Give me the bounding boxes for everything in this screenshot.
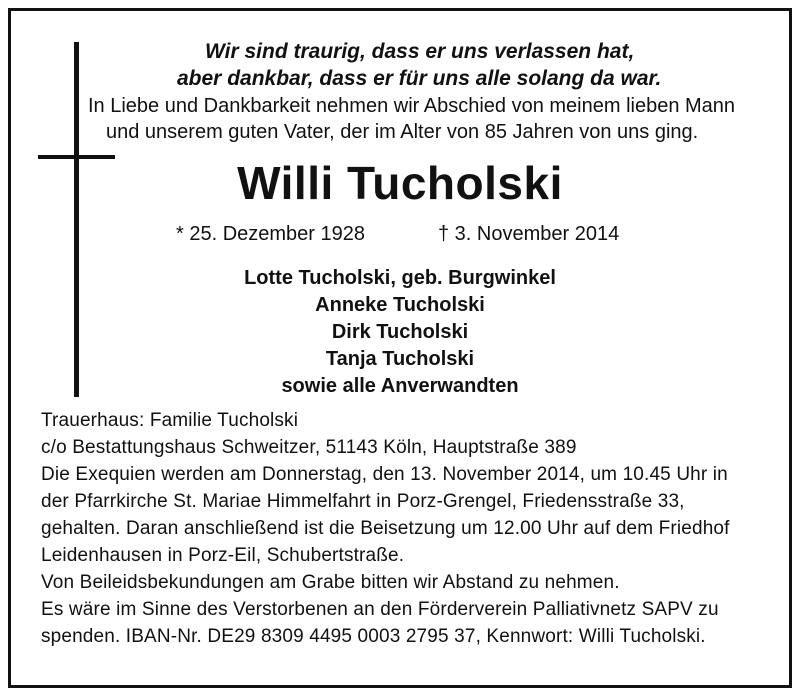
family-member-4: Tanja Tucholski	[325, 348, 475, 370]
motto-line-1: Wir sind traurig, dass er uns verlassen hat,	[205, 40, 635, 63]
family-relatives: sowie alle Anverwandten	[281, 375, 519, 397]
info-line-2: c/o Bestattungshaus Schweitzer, 51143 Köln, Hauptstraße 389	[41, 437, 577, 458]
intro-line-1: In Liebe und Dankbarkeit nehmen wir Abschied von meinem lieben Mann	[88, 95, 736, 117]
death-date: † 3. November 2014	[438, 223, 620, 245]
family-member-1: Lotte Tucholski, geb. Burgwinkel	[244, 267, 556, 289]
info-line-7: Von Beileidsbekundungen am Grabe bitten wir Abstand zu nehmen.	[41, 572, 620, 593]
deceased-name: Willi Tucholski	[237, 157, 563, 209]
info-line-9: spenden. IBAN-Nr. DE29 8309 4495 0003 2795 37, Kennwort: Willi Tucholski.	[41, 626, 706, 647]
info-line-5: gehalten. Daran anschließend ist die Beisetzung um 12.00 Uhr auf dem Friedhof	[41, 518, 730, 539]
birth-date: * 25. Dezember 1928	[176, 223, 366, 245]
intro-line-2: und unserem guten Vater, der im Alter von 85 Jahren von uns ging.	[106, 121, 699, 143]
info-line-4: der Pfarrkirche St. Mariae Himmelfahrt in Porz-Grengel, Friedensstraße 33,	[41, 491, 685, 512]
family-member-3: Dirk Tucholski	[331, 321, 469, 343]
info-line-8: Es wäre im Sinne des Verstorbenen an den Förderverein Palliativnetz SAPV zu	[41, 599, 719, 620]
motto-line-2: aber dankbar, dass er für uns alle solang da war.	[177, 67, 662, 90]
family-member-2: Anneke Tucholski	[315, 294, 485, 316]
info-line-3: Die Exequien werden am Donnerstag, den 13. November 2014, um 10.45 Uhr in	[41, 464, 728, 485]
info-line-1: Trauerhaus: Familie Tucholski	[41, 410, 299, 431]
info-line-6: Leidenhausen in Porz-Eil, Schubertstraße.	[41, 545, 405, 566]
